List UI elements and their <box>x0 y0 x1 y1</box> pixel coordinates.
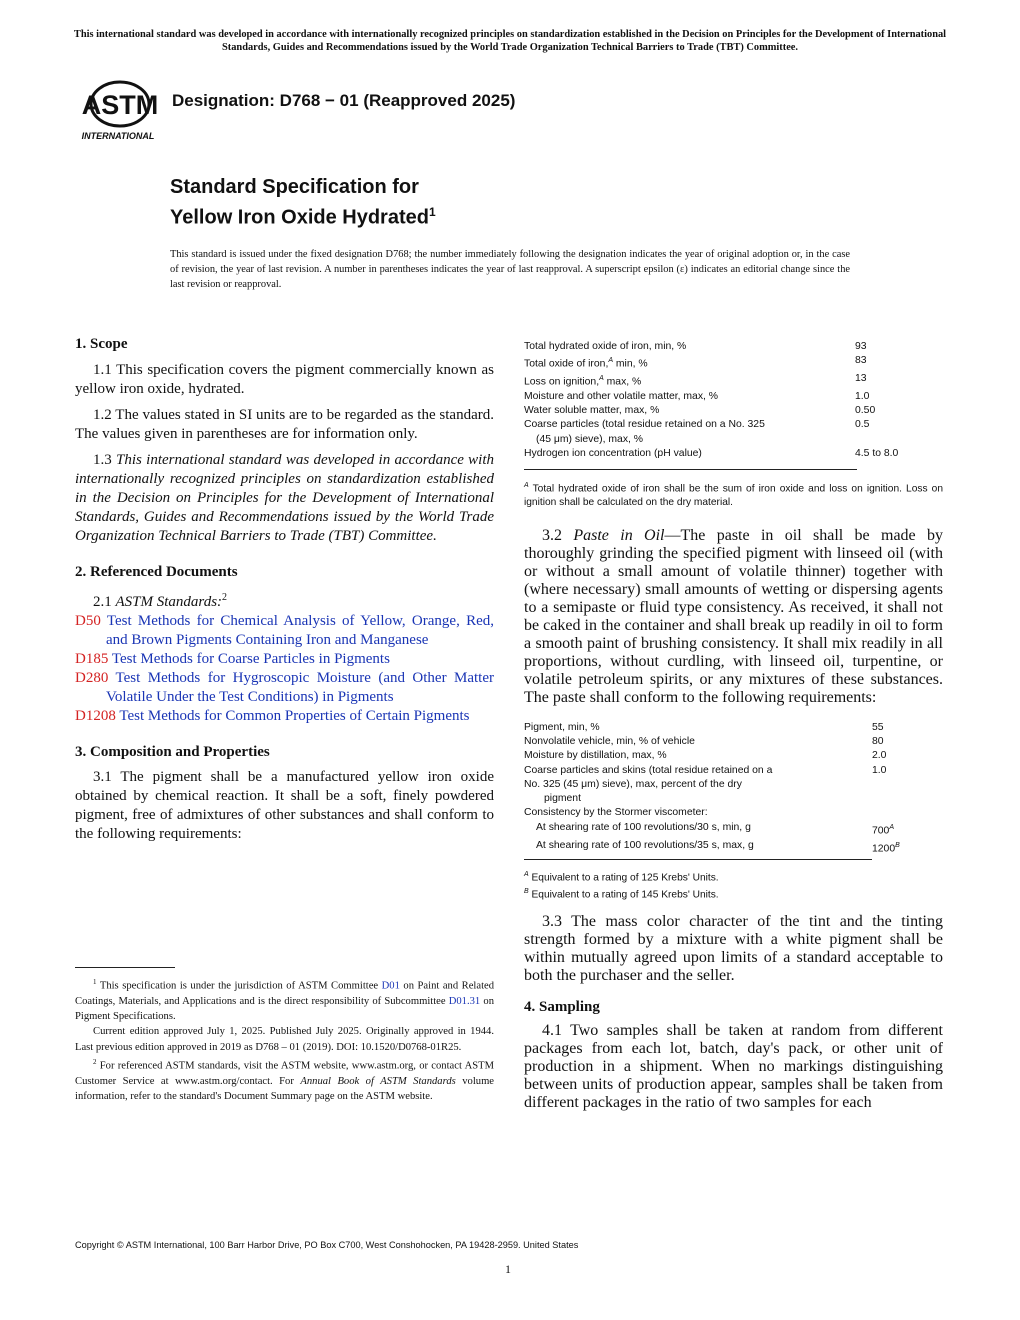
designation: Designation: D768 − 01 (Reapproved 2025) <box>172 91 516 110</box>
paste-3-2: 3.2 Paste in Oil—The paste in oil shall be made by thoroughly grinding the specified pigment with linseed oil (with or without a small amount of volatile thinner) together with (where necessary) small amounts of wetting or dispersing agents to a semipaste or fluid type consistency. As received, it shall not be caked in the container and shall break up readily in oil to form a smooth paint of brushing consistency. It shall mix readily in all proportions, without curdling, with linseed oil, turpentine, or volatile petroleum spirits, or any mixtures of these substances. The paste shall conform to the following requirements: <box>524 526 944 706</box>
footnote-2: $^2$ For referenced ASTM standards, visit the ASTM website, www.astm.org, or contact ASTM Customer Service at www.astm.org/contact. For Annual Book of ASTM Standards volume information, refer to the standard's Document Summary page on the ASTM website. <box>75 1058 495 1103</box>
logo-wordmark: ASTM <box>81 90 159 120</box>
requirements-table-2 <box>524 721 924 857</box>
table-row: Total oxide of iron,$^A$ min, % 83 <box>524 355 867 370</box>
section-1-heading: 1. Scope <box>75 336 128 352</box>
title-footnote-mark: 1 <box>428 205 436 219</box>
section-4-heading: 4. Sampling <box>524 999 600 1016</box>
table-row: Moisture and other volatile matter, max, % 1.0 <box>524 390 870 402</box>
astm-logo <box>76 78 160 144</box>
section-2-heading: 2. Referenced Documents <box>75 564 238 580</box>
table-row: Water soluble matter, max, % 0.50 <box>524 405 876 417</box>
issuance-statement: This standard is issued under the fixed designation D768; the number immediately following the designation indicates the year of original adoption or, in the case of revision, the year of last revision. A number in parentheses indicates the year of last reapproval. A superscript epsilon (ε) indicates an editorial change since the last revision or reapproval. <box>170 249 850 290</box>
logo-subtext: INTERNATIONAL <box>81 131 155 141</box>
link-d01-31[interactable]: D01.31 <box>448 995 481 1007</box>
ref-d1208[interactable]: D1208 Test Methods for Common Properties of Certain Pigments <box>75 708 470 724</box>
scope-1-2: 1.2 The values stated in SI units are to be regarded as the standard. The values given in parentheses are for information only. <box>75 407 494 442</box>
edition-note: Current edition approved July 1, 2025. Published July 2025. Originally approved in 1944. Last previous edition approved in 2019 as D768 – 01 (2019). DOI: 10.1520/D0768-01R25. <box>75 1026 494 1053</box>
table-row: Coarse particles and skins (total residue retained on a 1.0 <box>524 764 887 776</box>
footnote-1: $^1$ This specification is under the jurisdiction of ASTM Committee D01 on Paint and Related Coatings, Materials, and Applications and is the direct responsibility of Subcommittee D01.31 on Pigment Specifications. <box>75 978 495 1023</box>
table-row: Consistency by the Stormer viscometer: <box>524 807 708 819</box>
refs-intro: 2.1 ASTM Standards:$^2$ <box>93 592 228 610</box>
table-2-footnote-b: $^B$ Equivalent to a rating of 145 Krebs' Units. <box>524 888 719 901</box>
requirements-table-1 <box>524 340 907 461</box>
section-3-heading: 3. Composition and Properties <box>75 744 270 760</box>
table-row: At shearing rate of 100 revolutions/35 s, max, g $1200^B$ <box>536 839 900 855</box>
composition-3-1: 3.1 The pigment shall be a manufactured yellow iron oxide obtained by chemical reaction. It shall be a soft, finely powdered pigment, free of admixtures of other substances and shall conform to the following requirements: <box>75 769 494 842</box>
table-2-footnote-a: $^A$ Equivalent to a rating of 125 Krebs' Units. <box>524 871 719 884</box>
table-row: Pigment, min, % 55 <box>524 721 884 733</box>
table-1-rule <box>524 469 857 470</box>
scope-1-3: 1.3 This international standard was developed in accordance with internationally recognized principles on standardization established in the Decision on Principles for the Development of International Standards, Guides and Recommendations issued by the World Trade Organization Technical Barriers to Trade (TBT) Committee. <box>75 452 494 544</box>
table-row: (45 μm) sieve), max, % <box>536 433 644 445</box>
ref-d185[interactable]: D185 Test Methods for Coarse Particles in Pigments <box>75 651 390 667</box>
table-row: No. 325 (45 μm) sieve), max, percent of the dry <box>524 778 742 790</box>
ref-d50[interactable]: D50 Test Methods for Chemical Analysis of Yellow, Orange, Red, and Brown Pigments Containing Iron and Manganese <box>75 613 494 648</box>
ref-d280[interactable]: D280 Test Methods for Hygroscopic Moisture (and Other Matter Volatile Under the Test Conditions) in Pigments <box>75 670 495 705</box>
left-column <box>75 335 494 844</box>
page-number: 1 <box>505 1262 511 1276</box>
table-row: Coarse particles (total residue retained on a No. 325 0.5 <box>524 419 870 431</box>
link-d01[interactable]: D01 <box>381 980 400 992</box>
sampling-4-1: 4.1 Two samples shall be taken at random from different packages from each lot, batch, day's pack, or other unit of production in a shipment. When no markings distinguishing between units of production appear, samples shall be taken from different packages in the ratio of two samples for each <box>524 1022 943 1112</box>
table-row: Nonvolatile vehicle, min, % of vehicle 80 <box>524 736 884 747</box>
footnote-rule <box>75 967 175 968</box>
right-column <box>524 340 943 1112</box>
development-notice: This international standard was developed in accordance with internationally recognized principles on standardization established in the Decision on Principles for the Development of International Standards, Guides and Recommendations issued by the World Trade Organization Technical Barriers to Trade (TBT) Committee. <box>73 29 947 53</box>
table-row: At shearing rate of 100 revolutions/30 s, min, g $700^A$ <box>536 821 895 837</box>
table-row: Total hydrated oxide of iron, min, % 93 <box>524 341 867 352</box>
table-row: pigment <box>544 793 581 805</box>
copyright: Copyright © ASTM International, 100 Barr Harbor Drive, PO Box C700, West Conshohocken, PA 19428-2959. United States <box>75 1240 579 1250</box>
table-2-rule <box>524 859 872 860</box>
title-line-1: Standard Specification for <box>170 176 419 198</box>
document-title <box>170 175 436 231</box>
table-1-footnote: $^A$ Total hydrated oxide of iron shall be the sum of iron oxide and loss on ignition. Loss on ignition shall be calculated on the dry material. <box>524 482 943 509</box>
scope-1-1: 1.1 This specification covers the pigment commercially known as yellow iron oxide, hydrated. <box>75 362 494 397</box>
table-row: Hydrogen ion concentration (pH value) 4.5 to 8.0 <box>524 448 899 460</box>
footnotes <box>75 975 494 1104</box>
table-row: Moisture by distillation, max, % 2.0 <box>524 750 887 762</box>
table-row: Loss on ignition,$^A$ max, % 13 <box>524 373 867 388</box>
title-line-2: Yellow Iron Oxide Hydrated <box>170 206 429 229</box>
mass-color-3-3: 3.3 The mass color character of the tint and the tinting strength formed by a mixture with a white pigment shall be within mutually agreed upon limits of a standard acceptable to both the purchaser and the seller. <box>524 913 943 985</box>
